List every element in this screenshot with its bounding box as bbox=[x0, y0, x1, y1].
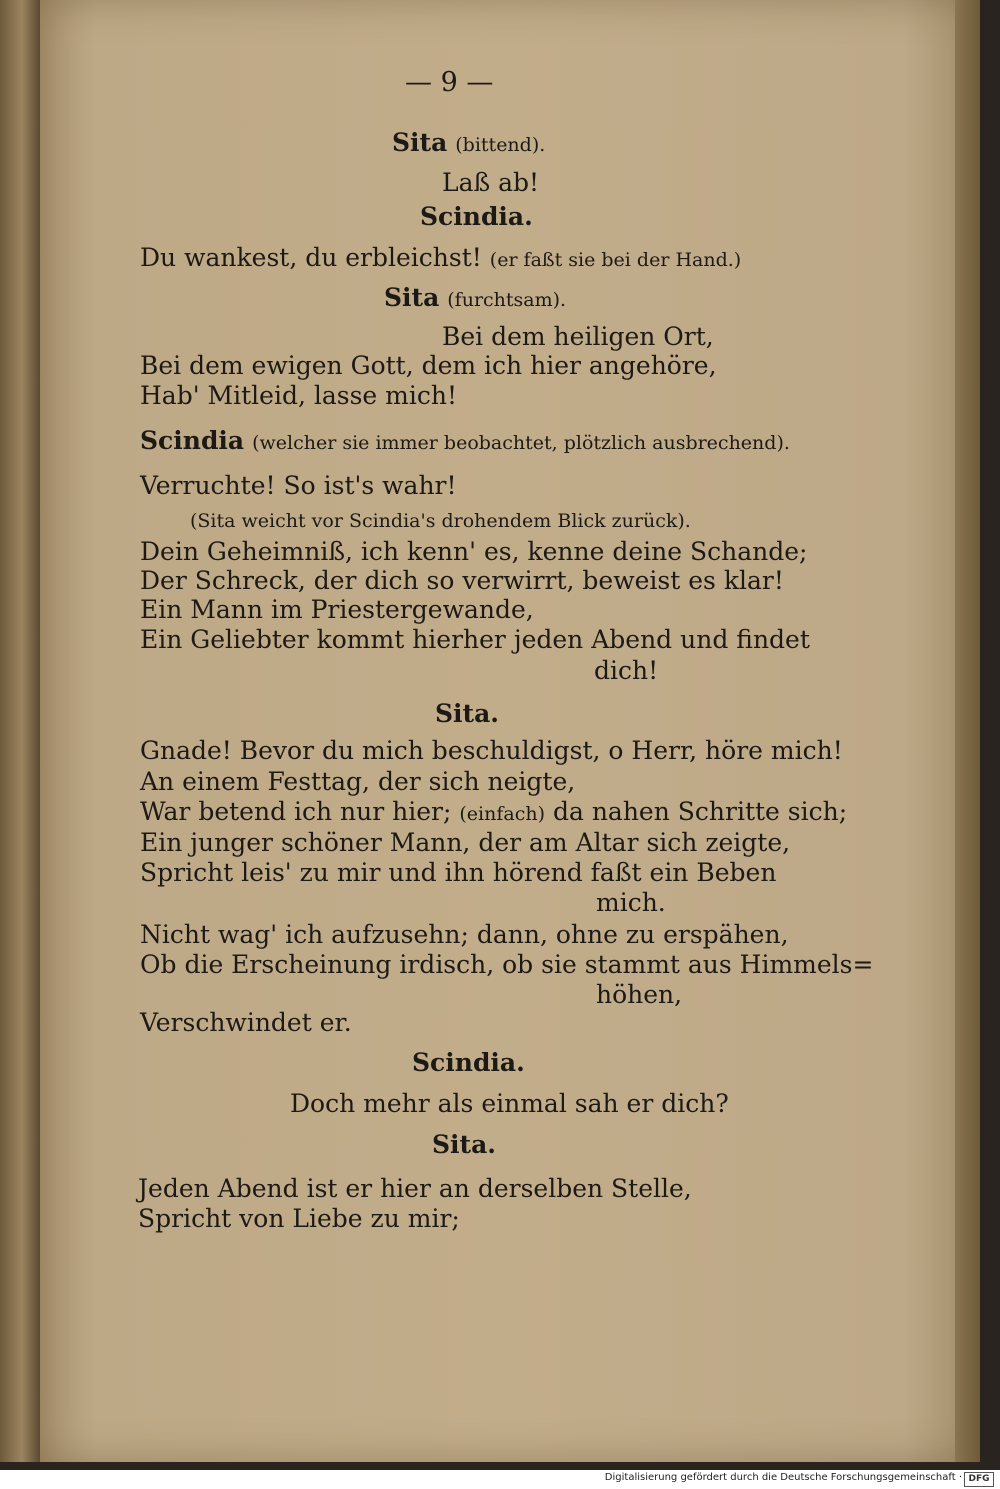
verse-line: Verschwindet er. bbox=[140, 1008, 352, 1037]
verse-line: Spricht von Liebe zu mir; bbox=[138, 1204, 460, 1233]
speaker-heading: Sita. bbox=[435, 699, 500, 728]
speaker-heading: Sita (bittend). bbox=[392, 128, 546, 157]
speaker-heading: Sita (furchtsam). bbox=[384, 283, 567, 312]
speaker-heading: Sita. bbox=[432, 1130, 497, 1159]
verse-line: An einem Festtag, der sich neigte, bbox=[140, 767, 576, 796]
verse-line: Der Schreck, der dich so verwirrt, beweist es klar! bbox=[140, 566, 784, 595]
verse-line: Jeden Abend ist er hier an derselben Stelle, bbox=[138, 1174, 692, 1203]
verse-line: War betend ich nur hier; (einfach) da nahen Schritte sich; bbox=[140, 797, 848, 826]
verse-line: Ein Geliebter kommt hierher jeden Abend und findet bbox=[140, 625, 810, 654]
verse-line: Spricht leis' zu mir und ihn hörend faßt ein Beben bbox=[140, 858, 777, 887]
dfg-logo-icon: DFG bbox=[964, 1472, 994, 1487]
page-number: — 9 — bbox=[405, 67, 494, 98]
stage-direction: (Sita weicht vor Scindia's drohendem Blick zurück). bbox=[190, 510, 691, 532]
footer-credit: Digitalisierung gefördert durch die Deutsche Forschungsgemeinschaft · bbox=[604, 1472, 962, 1483]
speaker-heading: Scindia (welcher sie immer beobachtet, plötzlich ausbrechend). bbox=[140, 426, 790, 455]
speaker-heading: Scindia. bbox=[420, 202, 533, 231]
verse-line: Laß ab! bbox=[442, 168, 540, 197]
verse-line: Bei dem ewigen Gott, dem ich hier angehöre, bbox=[140, 351, 717, 380]
verse-line: Bei dem heiligen Ort, bbox=[442, 322, 714, 351]
verse-line: Nicht wag' ich aufzusehn; dann, ohne zu erspähen, bbox=[140, 920, 789, 949]
page-edge-right bbox=[955, 0, 980, 1462]
verse-line: Ein Mann im Priestergewande, bbox=[140, 595, 534, 624]
verse-line: Ob die Erscheinung irdisch, ob sie stammt aus Himmels= bbox=[140, 950, 874, 979]
verse-line: Doch mehr als einmal sah er dich? bbox=[290, 1089, 729, 1118]
verse-line: Du wankest, du erbleichst! (er faßt sie bei der Hand.) bbox=[140, 243, 742, 272]
facing-page-edge bbox=[0, 0, 40, 1462]
verse-line: Ein junger schöner Mann, der am Altar sich zeigte, bbox=[140, 828, 791, 857]
verse-line: dich! bbox=[594, 656, 659, 685]
verse-line: Hab' Mitleid, lasse mich! bbox=[140, 381, 458, 410]
verse-line: Verruchte! So ist's wahr! bbox=[140, 471, 457, 500]
verse-line: mich. bbox=[596, 888, 666, 917]
verse-line: höhen, bbox=[596, 980, 683, 1009]
verse-line: Dein Geheimniß, ich kenn' es, kenne deine Schande; bbox=[140, 537, 808, 566]
verse-line: Gnade! Bevor du mich beschuldigst, o Herr, höre mich! bbox=[140, 736, 843, 765]
speaker-heading: Scindia. bbox=[412, 1048, 525, 1077]
